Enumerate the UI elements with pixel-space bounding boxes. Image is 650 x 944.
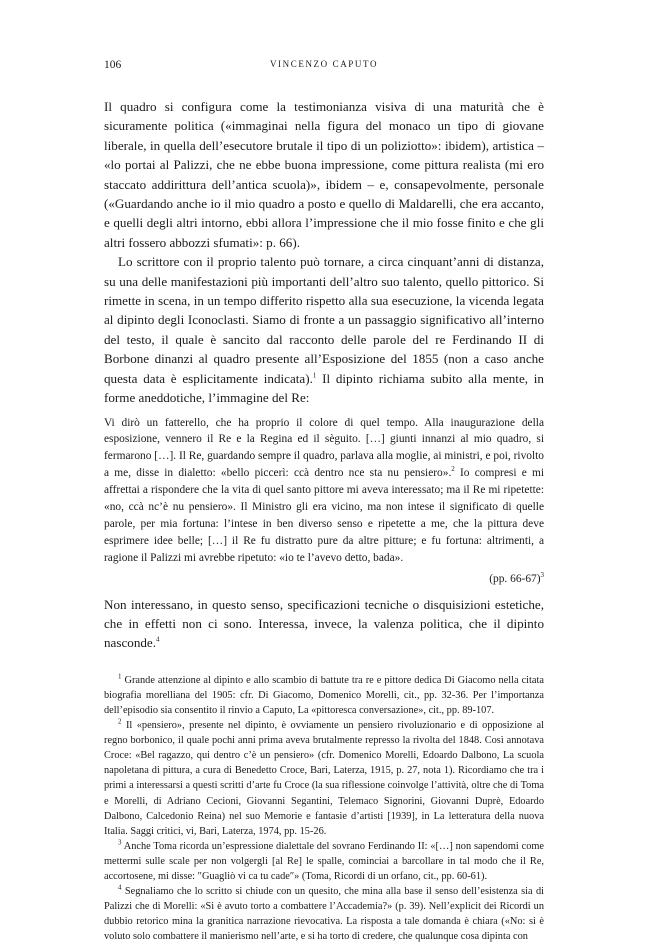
footnote-number: 4 [118,883,122,892]
footnote-1 [104,673,544,718]
quote-reference [104,571,544,588]
paragraph-1 [104,97,544,252]
footnote-ref-1[interactable]: 1 [312,371,317,380]
footnote-number: 3 [118,838,122,847]
running-head: VINCENZO CAPUTO [269,59,379,69]
paragraph-2 [104,252,544,407]
quote-reference-pages: (pp. 66-67) [489,572,541,585]
page-number: 106 [104,59,122,71]
footnote-number: 1 [118,672,122,681]
footnote-ref-2[interactable]: 2 [451,465,455,474]
block-quote [104,415,544,567]
page-header [104,59,544,73]
footnote-ref-3[interactable]: 3 [540,570,544,579]
footnote-text: Segnaliamo che lo scritto si chiude con un quesito, che mina alla base il senso dell’esistenza sia di Palizzi che di Morelli: «Si è avuto torto a combattere l’Accademia?» (p. 39). Nell’explicit dei Ricordi un dubbio retorico mina la granitica narrazione rievocativa. La risposta a tale domanda è chiara («No: si è voluto solo combattere il manierismo nell’arte, e si ha torto di credere, che qualunque cosa dipinta con [104,886,544,943]
footnote-text: Anche Toma ricorda un’espressione dialettale del sovrano Ferdinando II: «[…] non sapendomi come mettermi sulle scale per non volgergli [al Re] le spalle, cominciai a barcollare in tal modo che il Re, accortosene, mi disse: ″Guagliò vi ca tu cade″» (Toma, Ricordi di un orfano, cit., pp. 60-61). [104,840,544,882]
block-quote-text-after: Io compresi e mi affrettai a rispondere che la vita di quel santo pittore mi aveva interessato; ma il Re mi ripetette: «no, ccà nc’è nu pensiero». Il Ministro gli era vicino, ma non intese il significato di quelle parole, per mia fortuna: l’intese in ben diverso senso e ripetette a me, che la pittura deve esprimere idee belle; […] il Re fu distratto pure da altre pitture; e fu fortuna: altrimenti, a ragione il Palizzi mi avrebbe ripetuto: «io te l’avevo detto, bada». [104,467,544,564]
footnote-ref-4[interactable]: 4 [156,636,160,645]
paragraph-2-text-after: Il dipinto richiama subito alla mente, in forme aneddotiche, l’immagine del Re: [104,370,544,406]
paragraph-1-text: Il quadro si configura come la testimonianza visiva di una maturità che è sicuramente politica («immaginai nella figura del monaco un tipo di giovane liberale, in quella dell’esecutore brutale il tipo di un poliziotto»: ibidem), artistica – «lo portai al Palizzi, che ne ebbe buona impressione, come pittura realista (mi ero staccato addirittura dell’antica scuola)», ibidem – e, consapevolmente, personale («Guardando anche io il mio quadro a posto e quello di Maldarelli, che era accanto, e quelli degli altri intorno, ebbi allora l’impressione che il mio fosse finito e che gli altri fossero abbozzi sfumati»: p. 66). [104,99,544,250]
closing-paragraph [104,595,544,653]
block-quote-text: Vi dirò un fatterello, che ha proprio il colore di quel tempo. Alla inaugurazione della esposizione, vennero il Re e la Regina ed il sèguito. […] giunti innanzi al mio quadro, si fermarono […]. Il Re, guardando sempre il quadro, parlava alla moglie, ai ministri, e poi, rivolto a me, disse in dialetto: «bello piccerì: ccà dentro nce sta nu pensiero». [104,416,544,480]
paragraph-2-text: Lo scrittore con il proprio talento può tornare, a circa cinquant’anni di distanza, su una delle manifestazioni più importanti dell’altro suo talento, quello pittorico. Si rimette in scena, in un tempo differito rispetto alla sua esecuzione, la vicenda legata al dipinto degli Iconoclasti. Siamo di fronte a un passaggio significativo all’interno del testo, il quale è sancito dal racconto delle parole del re Ferdinando II di Borbone dinanzi al quadro presente all’Esposizione del 1855 (non a caso anche questa data è esplicitamente indicata). [104,254,544,386]
footnote-4 [104,884,544,944]
main-text [104,97,544,944]
footnote-text: Grande attenzione al dipinto e allo scambio di battute tra re e pittore dedica Di Giacomo nella citata biografia morelliana del 1905: cfr. Di Giacomo, Domenico Morelli, cit., pp. 32-36. Per l’importanza dell’episodio sia consentito il rinvio a Caputo, La «pittoresca conversazione», cit., pp. 89-107. [104,674,544,716]
footnote-text: Il «pensiero», presente nel dipinto, è ovviamente un pensiero rivoluzionario e di opposizione al regno borbonico, il quale pochi anni prima aveva brutalmente represso la rivolta del 1848. Così annotava Croce: «Bel ragazzo, qui dentro c’è un pensiero» (cfr. Domenico Morelli, Edoardo Dalbono, La scuola napoletana di pittura, a cura di Benedetto Croce, Bari, Laterza, 1915, p. 27, nota 1). Ricordiamo che tra i primi a interessarsi a questi scritti d’arte fu Croce (la sua riflessione coinvolge l’attività, oltre che di Toma e Morelli, di Adriano Cecioni, Giovanni Segantini, Telemaco Signorini, Giovanni Duprè, Edoardo Dalbono, Calcedonio Reina) nel suo Memorie e fantasie d’artisti [1939], in La letteratura della nuova Italia. Saggi critici, vi, Bari, Laterza, 1974, pp. 15-26. [104,720,544,837]
closing-paragraph-text: Non interessano, in questo senso, specificazioni tecniche o disquisizioni estetiche, che in effetti non ci sono. Interessa, invece, la valenza politica, che il dipinto nasconde. [104,596,544,651]
footnotes [104,673,544,944]
footnote-3 [104,839,544,884]
footnote-2 [104,718,544,839]
footnote-number: 2 [118,717,122,726]
